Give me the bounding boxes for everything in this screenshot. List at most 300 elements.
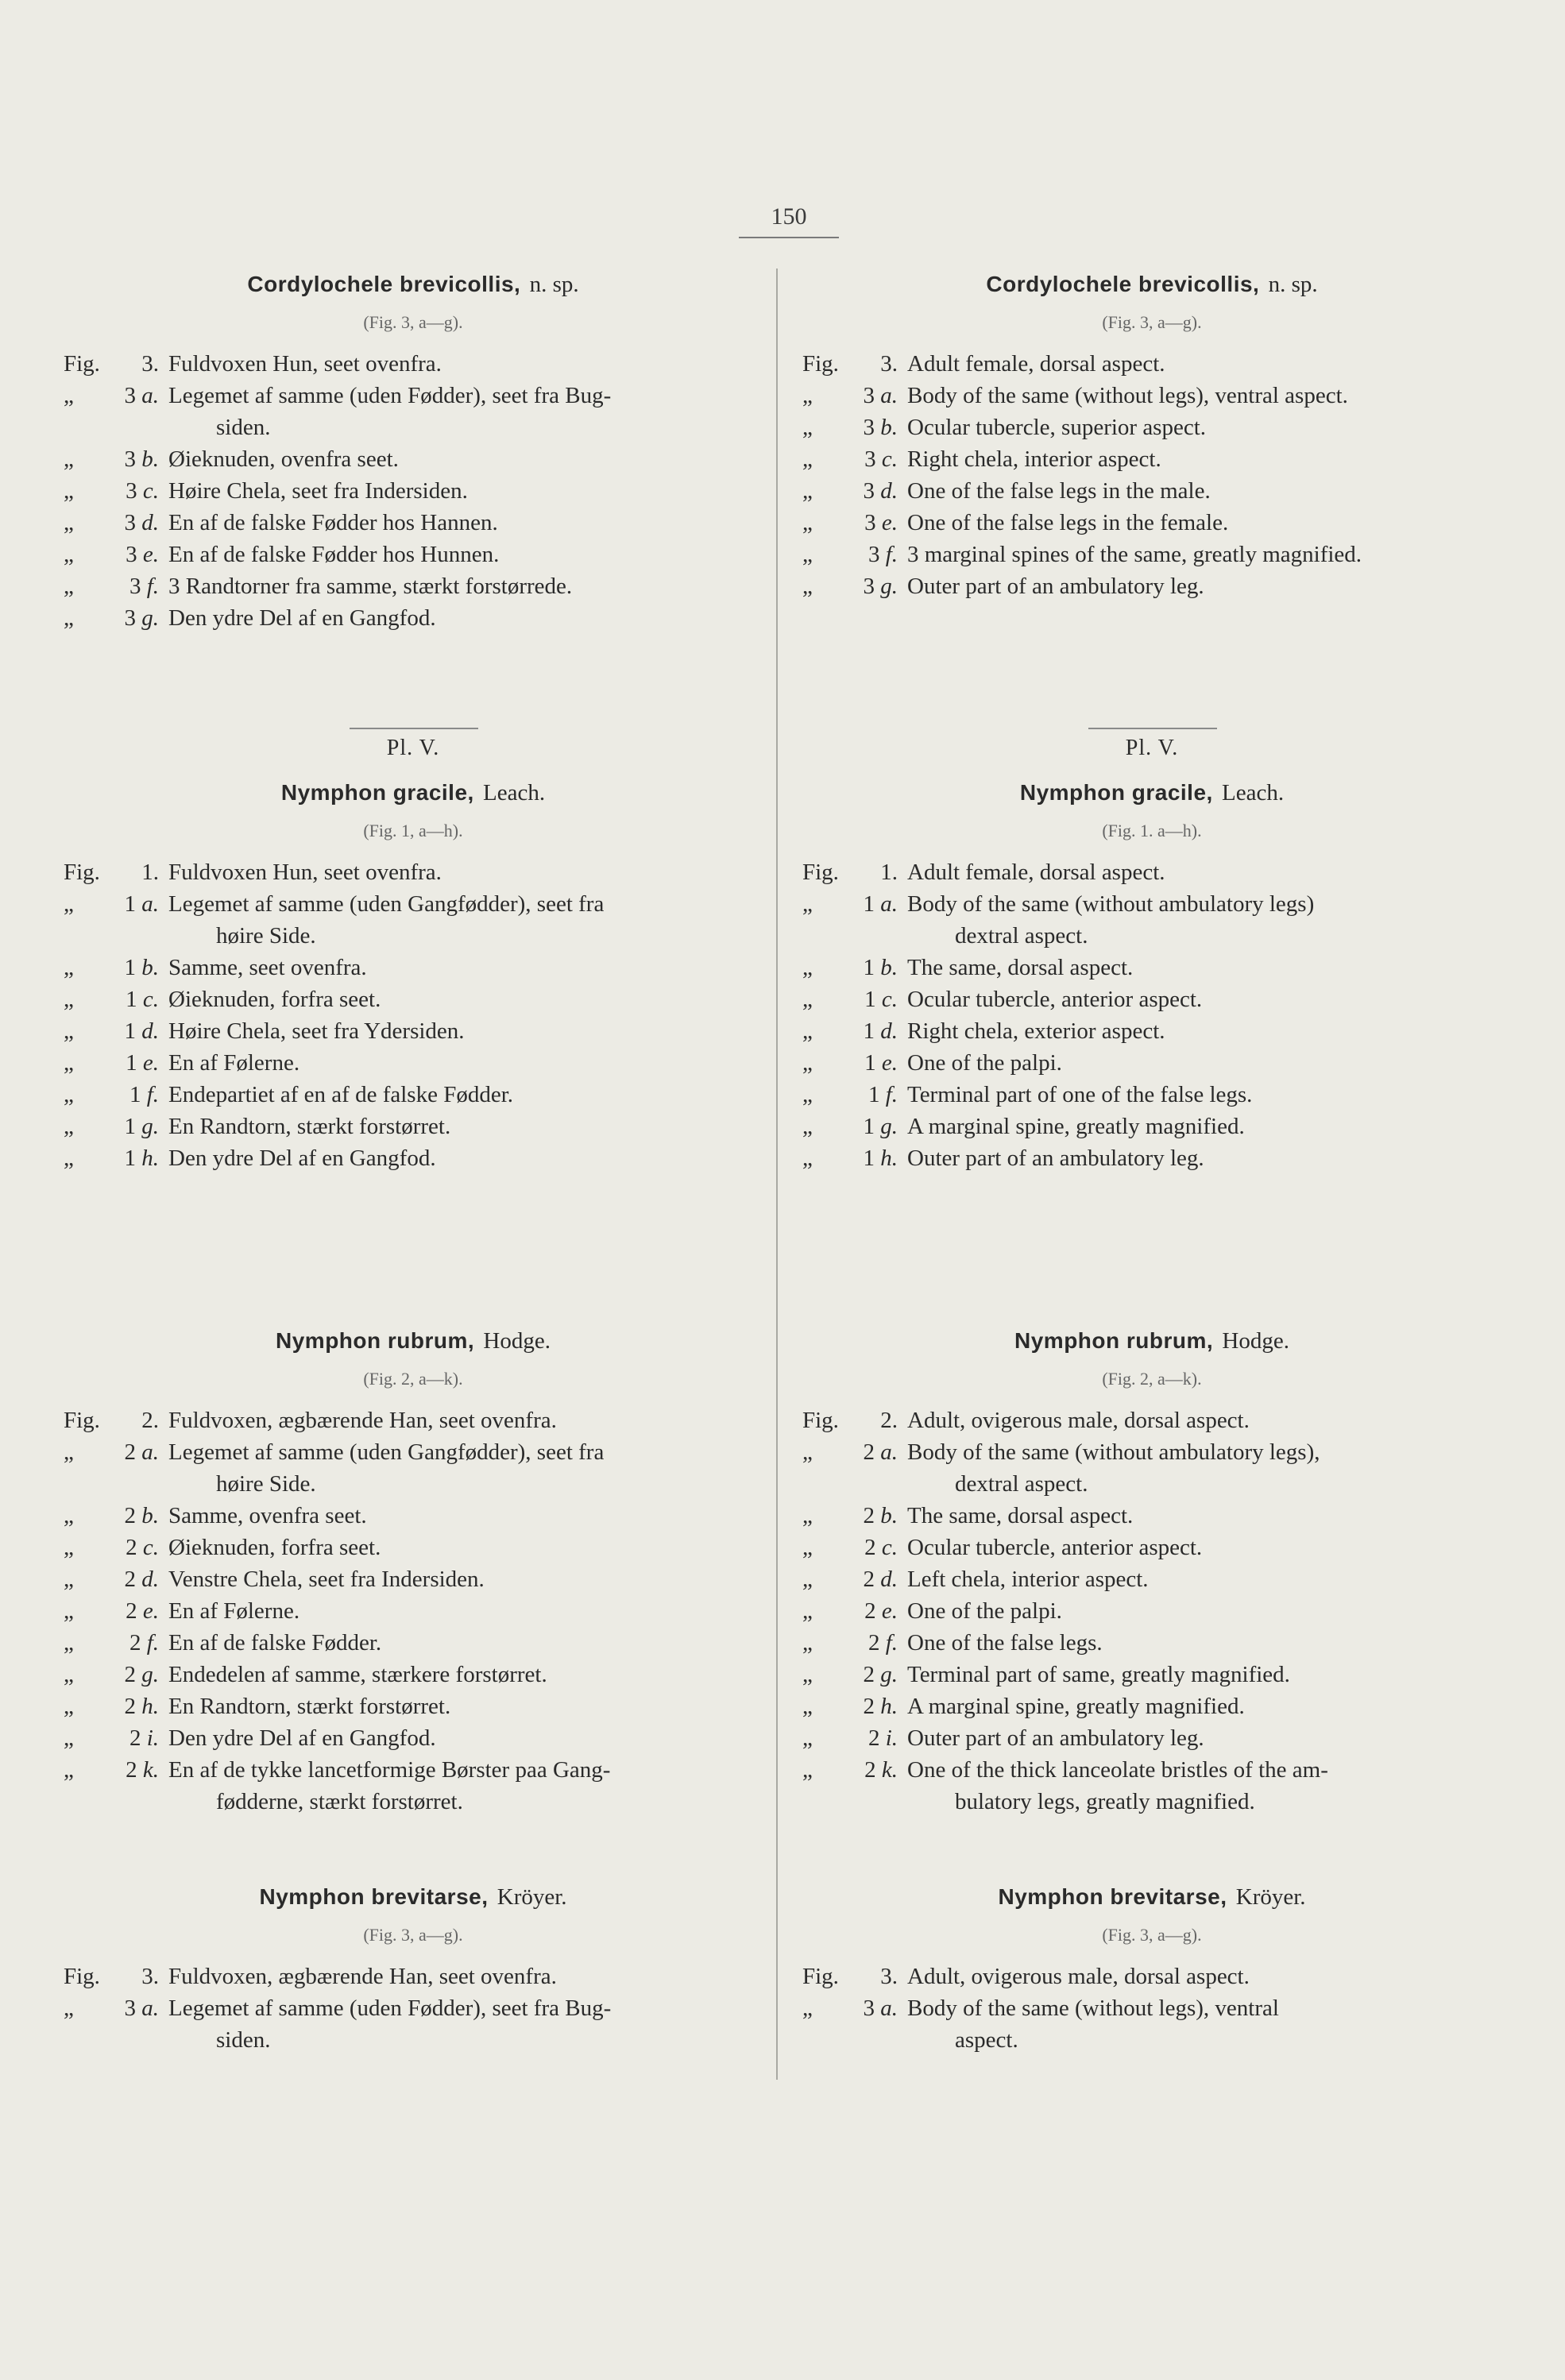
figure-caption [64, 1595, 763, 1627]
figure-description [907, 1015, 1501, 1047]
figure-description-text: Samme, ovenfra seet. [168, 1503, 367, 1528]
figure-description [907, 1404, 1501, 1436]
figure-range: (Fig. 3, a—g). [363, 1925, 463, 1945]
figure-number [113, 1659, 168, 1690]
figure-number-digit: 3 [863, 574, 875, 599]
figure-description [168, 1500, 763, 1532]
figure-caption [64, 1627, 763, 1659]
species-title [802, 777, 1501, 809]
figure-description-text: En af de tykke lancetformige Børster paa Gang- [168, 1757, 611, 1783]
species-section [802, 736, 1501, 1174]
species-section [64, 1325, 763, 1818]
figure-description-text: Legemet af samme (uden Fødder), seet fra Bug- [168, 383, 612, 408]
figure-description-text: One of the palpi. [907, 1598, 1062, 1624]
figure-letter: g. [880, 1114, 898, 1139]
figure-number-digit: 2 [129, 1630, 141, 1656]
figure-number [852, 475, 907, 507]
figure-description [907, 1532, 1501, 1563]
figure-number [852, 1754, 907, 1818]
figure-number [113, 952, 168, 983]
figure-number-digit: 2 [129, 1725, 141, 1751]
column-divider [776, 269, 778, 2080]
figure-caption [802, 1436, 1501, 1500]
species-authority: Kröyer. [497, 1884, 567, 1910]
figure-number [113, 1404, 168, 1436]
figure-prefix: „ [802, 510, 813, 535]
figure-caption [802, 1500, 1501, 1532]
figure-letter: d. [880, 478, 898, 504]
figure-description [168, 1992, 763, 2056]
figure-letter: g. [880, 574, 898, 599]
figure-caption [802, 983, 1501, 1015]
figure-prefix: „ [64, 1630, 74, 1656]
figure-number-digit: 1 [863, 1114, 875, 1139]
figure-description-text: Adult female, dorsal aspect. [907, 351, 1165, 377]
figure-description [907, 539, 1501, 570]
figure-number-digit: 2 [124, 1567, 136, 1592]
figure-description [907, 856, 1501, 888]
figure-description [907, 348, 1501, 380]
figure-letter: f. [146, 574, 159, 599]
figure-description [168, 475, 763, 507]
figure-prefix: „ [802, 1018, 813, 1044]
figure-description [168, 1436, 763, 1500]
figure-number [852, 888, 907, 952]
figure-description-text: Endepartiet af en af de falske Fødder. [168, 1082, 514, 1107]
figure-description [907, 1079, 1501, 1111]
figure-letter: i. [146, 1725, 159, 1751]
figure-caption [802, 1563, 1501, 1595]
figure-caption [64, 1047, 763, 1079]
figure-number [852, 1047, 907, 1079]
english-column [802, 0, 1501, 2380]
figure-description [168, 1111, 763, 1142]
figure-prefix: „ [64, 1535, 74, 1560]
figure-prefix: „ [64, 1757, 74, 1783]
figure-number-digit: 2 [124, 1503, 136, 1528]
figure-number-digit: 1 [124, 891, 136, 917]
figure-description-text: Den ydre Del af en Gangfod. [168, 1146, 436, 1171]
figure-number-digit: 1 [863, 1018, 875, 1044]
figure-letter: a. [141, 1439, 159, 1465]
figure-caption [64, 1992, 763, 2056]
figure-description [168, 983, 763, 1015]
figure-number-digit: 3 [863, 478, 875, 504]
figure-description [168, 602, 763, 634]
figure-caption [64, 348, 763, 380]
figure-letter: e. [142, 1050, 159, 1076]
figure-letter: b. [880, 415, 898, 440]
figure-prefix: „ [802, 1598, 813, 1624]
figure-letter: e. [142, 542, 159, 567]
figure-number [852, 507, 907, 539]
figure-number-digit: 3 [124, 510, 136, 535]
page-number: 150 [771, 203, 807, 230]
figure-prefix: „ [802, 955, 813, 980]
figure-caption [64, 1142, 763, 1174]
figure-caption [64, 507, 763, 539]
figure-prefix: „ [64, 574, 74, 599]
figure-description-text: One of the false legs. [907, 1630, 1103, 1656]
figure-number [113, 539, 168, 570]
figure-caption [64, 539, 763, 570]
figure-caption [802, 507, 1501, 539]
species-section [802, 1325, 1501, 1818]
figure-number-digit: 2 [864, 1757, 876, 1783]
figure-prefix: Fig. [802, 1408, 839, 1433]
figure-number-digit: 3. [880, 351, 898, 377]
figure-number [852, 443, 907, 475]
figure-number-digit: 3 [863, 383, 875, 408]
figure-number-digit: 3. [141, 1964, 159, 1989]
figure-number [852, 1722, 907, 1754]
figure-description-text: The same, dorsal aspect. [907, 1503, 1134, 1528]
figure-caption [802, 539, 1501, 570]
figure-caption [802, 1992, 1501, 2056]
figure-caption [64, 380, 763, 443]
figure-caption [802, 1015, 1501, 1047]
figure-number [113, 1436, 168, 1500]
figure-caption [802, 1404, 1501, 1436]
species-name: Nymphon rubrum, [1014, 1328, 1214, 1353]
figure-prefix: Fig. [802, 351, 839, 377]
figure-description [168, 1047, 763, 1079]
figure-letter: g. [141, 1114, 159, 1139]
figure-description [168, 1595, 763, 1627]
figure-prefix: „ [64, 891, 74, 917]
figure-number [113, 1047, 168, 1079]
figure-description [168, 539, 763, 570]
figure-caption [802, 570, 1501, 602]
figure-description-continuation: dextral aspect. [955, 923, 1088, 949]
figure-number-digit: 2 [124, 1439, 136, 1465]
figure-number [852, 1111, 907, 1142]
figure-description [907, 475, 1501, 507]
figure-description [907, 1563, 1501, 1595]
figure-letter: b. [141, 446, 159, 472]
figure-description-text: En af Følerne. [168, 1598, 300, 1624]
figure-prefix: „ [64, 1598, 74, 1624]
figure-letter: a. [141, 1996, 159, 2021]
figure-letter: d. [141, 1018, 159, 1044]
figure-letter: f. [885, 1630, 898, 1656]
figure-number [113, 475, 168, 507]
figure-caption [64, 1015, 763, 1047]
figure-caption [64, 475, 763, 507]
figure-number-digit: 3 [126, 478, 137, 504]
figure-prefix: „ [802, 1757, 813, 1783]
figure-description-text: Adult, ovigerous male, dorsal aspect. [907, 1964, 1250, 1989]
figure-description [907, 1690, 1501, 1722]
figure-caption [64, 1500, 763, 1532]
figure-prefix: „ [802, 1082, 813, 1107]
figure-description [907, 1722, 1501, 1754]
figure-caption [64, 1111, 763, 1142]
figure-letter: h. [880, 1694, 898, 1719]
figure-number-digit: 1. [141, 860, 159, 885]
figure-letter: e. [881, 510, 898, 535]
figure-description-text: Den ydre Del af en Gangfod. [168, 605, 436, 631]
figure-caption [802, 888, 1501, 952]
figure-number-digit: 1 [126, 1050, 137, 1076]
figure-letter: b. [880, 1503, 898, 1528]
figure-number [113, 507, 168, 539]
figure-range: (Fig. 3, a—g). [1102, 312, 1202, 332]
figure-number-digit: 2 [863, 1567, 875, 1592]
figure-prefix: „ [802, 1146, 813, 1171]
figure-description [907, 1659, 1501, 1690]
figure-description-text: Øieknuden, ovenfra seet. [168, 446, 399, 472]
figure-prefix: Fig. [64, 1408, 100, 1433]
figure-prefix: „ [64, 1567, 74, 1592]
figure-description [907, 952, 1501, 983]
species-section [64, 269, 763, 634]
figure-letter: f. [146, 1630, 159, 1656]
figure-description-text: Samme, seet ovenfra. [168, 955, 367, 980]
figure-description [907, 380, 1501, 411]
figure-number [852, 411, 907, 443]
figure-number [113, 1690, 168, 1722]
figure-letter: a. [880, 1996, 898, 2021]
figure-description-text: 3 marginal spines of the same, greatly magnified. [907, 542, 1362, 567]
figure-description [907, 1754, 1501, 1818]
figure-description-text: 3 Randtorner fra samme, stærkt forstørrede. [168, 574, 573, 599]
figure-prefix: „ [802, 987, 813, 1012]
figure-caption [802, 1595, 1501, 1627]
figure-description [907, 1595, 1501, 1627]
figure-number [852, 380, 907, 411]
figure-prefix: „ [802, 1114, 813, 1139]
figure-prefix: „ [802, 1694, 813, 1719]
figure-description [168, 380, 763, 443]
figure-number-digit: 1 [868, 1082, 880, 1107]
figure-description-text: Right chela, interior aspect. [907, 446, 1161, 472]
figure-description-continuation: dextral aspect. [955, 1471, 1088, 1497]
figure-letter: d. [880, 1567, 898, 1592]
figure-description-continuation: aspect. [955, 2027, 1018, 2053]
figure-number [113, 443, 168, 475]
figure-number-digit: 3 [124, 446, 136, 472]
figure-prefix: „ [802, 1050, 813, 1076]
figure-number [852, 1595, 907, 1627]
figure-number [113, 888, 168, 952]
figure-description-text: One of the false legs in the female. [907, 510, 1229, 535]
figure-number-digit: 2 [126, 1757, 137, 1783]
figure-number [852, 1015, 907, 1047]
figure-caption [64, 856, 763, 888]
species-title [64, 269, 763, 300]
figure-description-text: Body of the same (without legs), ventral aspect. [907, 383, 1348, 408]
figure-description [168, 1404, 763, 1436]
figure-number-digit: 2 [868, 1725, 880, 1751]
figure-letter: c. [881, 987, 898, 1012]
figure-letter: b. [141, 1503, 159, 1528]
figure-caption [64, 570, 763, 602]
figure-number-digit: 3 [868, 542, 880, 567]
figure-number-digit: 2 [863, 1439, 875, 1465]
figure-number [113, 1500, 168, 1532]
figure-number [113, 1992, 168, 2056]
figure-letter: e. [881, 1050, 898, 1076]
figure-description [907, 1500, 1501, 1532]
figure-prefix: Fig. [64, 351, 100, 377]
figure-description-text: A marginal spine, greatly magnified. [907, 1114, 1245, 1139]
figure-prefix: „ [64, 478, 74, 504]
figure-caption [64, 1690, 763, 1722]
figure-description [168, 1690, 763, 1722]
figure-description-text: Body of the same (without ambulatory legs) [907, 891, 1315, 917]
species-name: Nymphon gracile, [280, 780, 474, 805]
figure-prefix: Fig. [64, 1964, 100, 1989]
figure-description [168, 1142, 763, 1174]
figure-description-text: Den ydre Del af en Gangfod. [168, 1725, 436, 1751]
figure-number [113, 348, 168, 380]
figure-prefix: „ [64, 987, 74, 1012]
figure-number [852, 952, 907, 983]
species-authority: Hodge. [1222, 1328, 1289, 1354]
figure-number-digit: 2 [863, 1503, 875, 1528]
figure-caption [64, 1961, 763, 1992]
figure-description [907, 1047, 1501, 1079]
figure-number-digit: 1 [124, 1146, 136, 1171]
figure-caption [802, 380, 1501, 411]
figure-letter: a. [880, 1439, 898, 1465]
figure-number [113, 1563, 168, 1595]
figure-number-digit: 2 [124, 1662, 136, 1687]
figure-prefix: „ [64, 542, 74, 567]
figure-number [113, 602, 168, 634]
figure-caption [64, 888, 763, 952]
figure-number [852, 1532, 907, 1563]
figure-prefix: „ [802, 1996, 813, 2021]
figure-letter: i. [885, 1725, 898, 1751]
figure-caption [802, 952, 1501, 983]
figure-description [907, 1111, 1501, 1142]
figure-description [907, 570, 1501, 602]
figure-description-text: Ocular tubercle, superior aspect. [907, 415, 1207, 440]
figure-description [907, 888, 1501, 952]
figure-prefix: „ [802, 415, 813, 440]
figure-prefix: „ [802, 1630, 813, 1656]
figure-description [168, 1079, 763, 1111]
figure-prefix: „ [802, 1503, 813, 1528]
figure-number-digit: 3 [863, 1996, 875, 2021]
figure-number [852, 1142, 907, 1174]
figure-caption [64, 1722, 763, 1754]
figure-range: (Fig. 1, a—h). [363, 821, 463, 840]
figure-caption [64, 1404, 763, 1436]
species-section [64, 736, 763, 1174]
figure-caption [802, 856, 1501, 888]
figure-description [168, 888, 763, 952]
figure-letter: e. [881, 1598, 898, 1624]
figure-letter: h. [141, 1694, 159, 1719]
species-title [802, 1881, 1501, 1913]
figure-number-digit: 3 [124, 383, 136, 408]
figure-description-text: Body of the same (without legs), ventral [907, 1996, 1279, 2021]
figure-letter: c. [142, 478, 159, 504]
species-name: Cordylochele brevicollis, [247, 272, 521, 296]
figure-prefix: „ [802, 891, 813, 917]
figure-description-text: Ocular tubercle, anterior aspect. [907, 987, 1203, 1012]
species-name: Nymphon brevitarse, [998, 1884, 1227, 1909]
figure-caption [64, 983, 763, 1015]
figure-description-text: Endedelen af samme, stærkere forstørret. [168, 1662, 547, 1687]
species-name: Cordylochele brevicollis, [986, 272, 1260, 296]
figure-caption [64, 1079, 763, 1111]
figure-prefix: Fig. [802, 1964, 839, 1989]
figure-description-text: The same, dorsal aspect. [907, 955, 1134, 980]
species-name: Nymphon gracile, [1019, 780, 1213, 805]
figure-letter: f. [885, 542, 898, 567]
figure-letter: f. [146, 1082, 159, 1107]
species-authority: n. sp. [1268, 272, 1318, 297]
figure-description [907, 1627, 1501, 1659]
figure-caption [802, 348, 1501, 380]
figure-description [168, 1754, 763, 1818]
figure-number [113, 1722, 168, 1754]
species-section [802, 1881, 1501, 2056]
figure-letter: d. [141, 1567, 159, 1592]
species-authority: Hodge. [483, 1328, 551, 1354]
species-authority: Leach. [1222, 780, 1285, 806]
figure-prefix: „ [64, 1146, 74, 1171]
figure-number-digit: 1 [863, 1146, 875, 1171]
figure-caption [802, 1690, 1501, 1722]
figure-description [907, 983, 1501, 1015]
figure-caption [64, 1436, 763, 1500]
figure-number-digit: 3. [141, 351, 159, 377]
figure-letter: a. [141, 383, 159, 408]
figure-number-digit: 2 [868, 1630, 880, 1656]
figure-number [113, 983, 168, 1015]
figure-description-text: Body of the same (without ambulatory legs), [907, 1439, 1320, 1465]
figure-description-text: One of the thick lanceolate bristles of the am- [907, 1757, 1328, 1783]
figure-caption [802, 1079, 1501, 1111]
figure-description [168, 1627, 763, 1659]
figure-description-text: En Randtorn, stærkt forstørret. [168, 1114, 451, 1139]
figure-letter: a. [880, 891, 898, 917]
figure-letter: g. [141, 605, 159, 631]
figure-number-digit: 2. [880, 1408, 898, 1433]
figure-letter: g. [880, 1662, 898, 1687]
figure-description-text: En af Følerne. [168, 1050, 300, 1076]
figure-number-digit: 1 [864, 1050, 876, 1076]
figure-number-digit: 2 [126, 1598, 137, 1624]
figure-number-digit: 3. [880, 1964, 898, 1989]
figure-number [113, 1111, 168, 1142]
figure-number [852, 1992, 907, 2056]
figure-prefix: „ [802, 574, 813, 599]
figure-number [113, 380, 168, 443]
figure-description [907, 1142, 1501, 1174]
figure-description-continuation: høire Side. [216, 1471, 316, 1497]
figure-letter: b. [880, 955, 898, 980]
figure-description-text: En af de falske Fødder hos Hannen. [168, 510, 498, 535]
figure-caption [64, 602, 763, 634]
figure-prefix: „ [64, 1694, 74, 1719]
figure-prefix: „ [64, 955, 74, 980]
figure-prefix: „ [64, 383, 74, 408]
figure-number-digit: 3 [126, 542, 137, 567]
figure-prefix: „ [64, 1439, 74, 1465]
figure-number [113, 1532, 168, 1563]
figure-caption [64, 1659, 763, 1690]
figure-caption [64, 1532, 763, 1563]
figure-description-text: One of the false legs in the male. [907, 478, 1211, 504]
figure-number-digit: 1 [129, 1082, 141, 1107]
figure-description-text: Legemet af samme (uden Gangfødder), seet fra [168, 891, 605, 917]
